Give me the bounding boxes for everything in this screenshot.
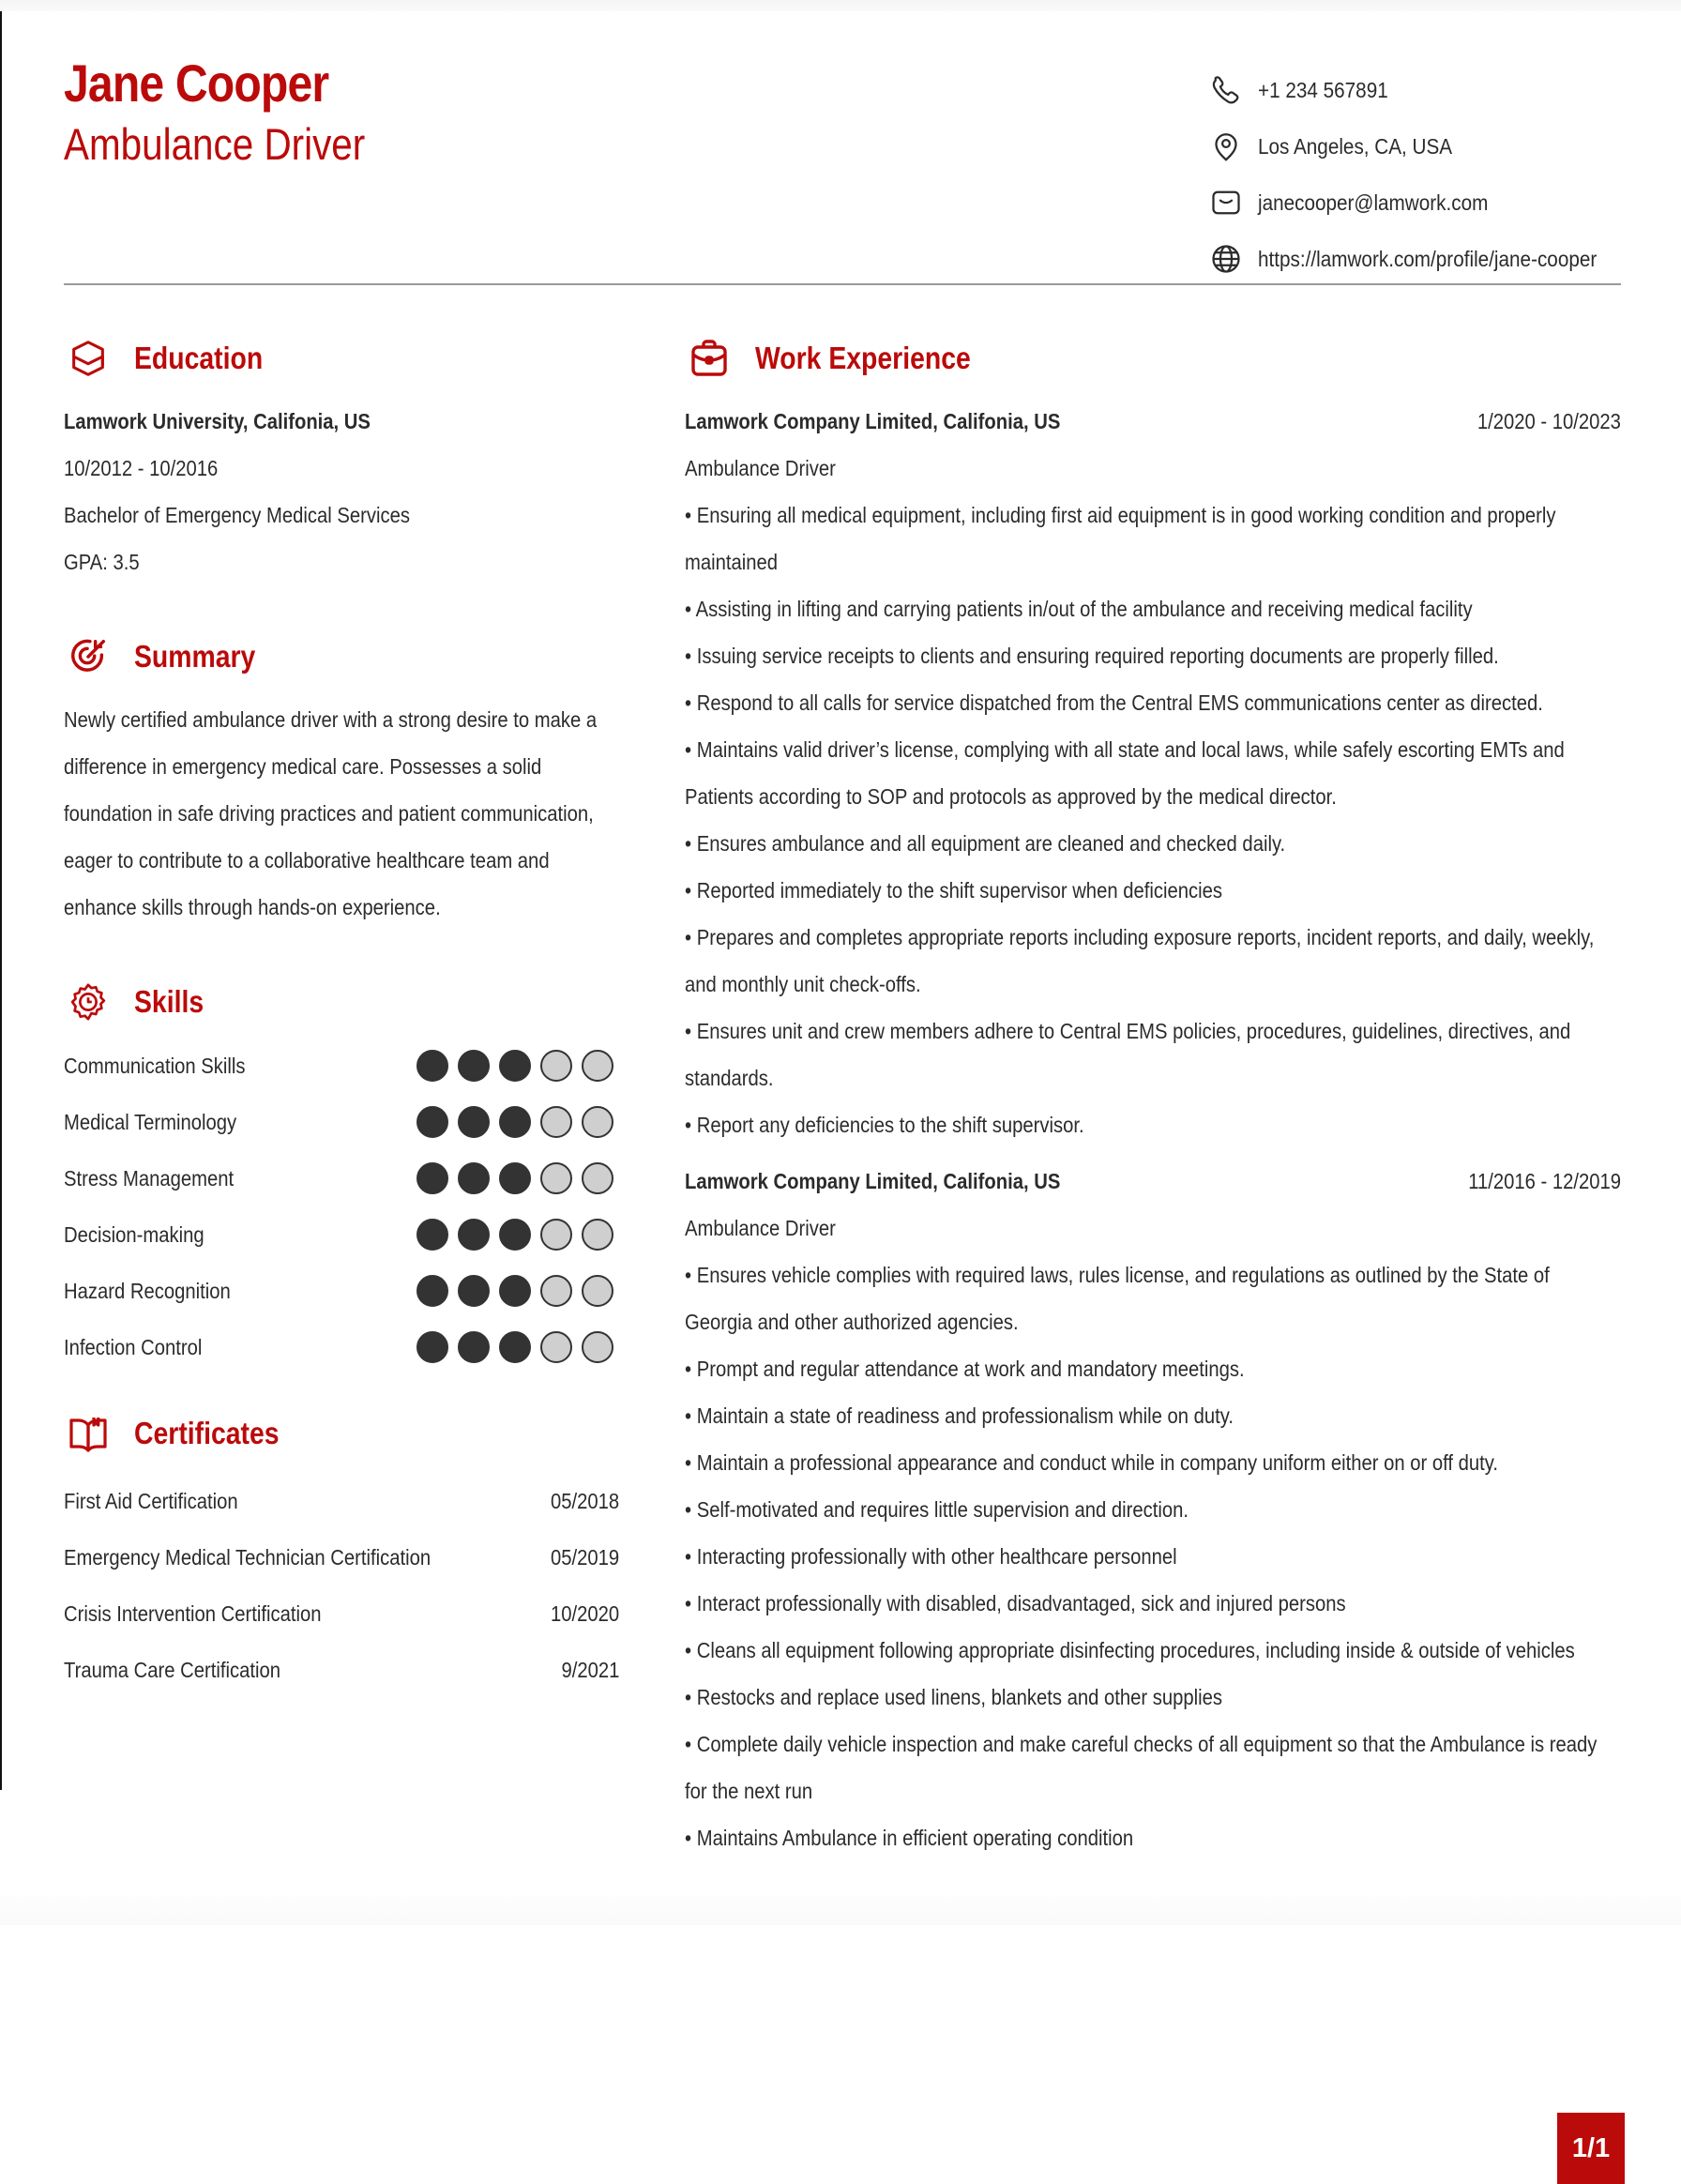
certificate-date: 10/2020 — [550, 1600, 619, 1626]
certificate-date: 05/2018 — [550, 1488, 619, 1513]
education-degree: Bachelor of Emergency Medical Services — [64, 503, 410, 527]
contact-location-text: Los Angeles, CA, USA — [1258, 133, 1453, 159]
certificate-date: 9/2021 — [561, 1657, 619, 1682]
skill-item — [64, 1150, 619, 1206]
job-bullet: • Ensures ambulance and all equipment are cleaned and checked daily. — [685, 831, 1286, 856]
skills-title: Skills — [134, 984, 204, 1019]
skill-rating — [416, 1162, 613, 1194]
job-bullet: • Prepares and completes appropriate reports including exposure reports, incident reports, and daily, weekly, and monthly unit check-offs. — [685, 925, 1595, 996]
rating-dot-filled — [416, 1106, 448, 1138]
header-divider — [64, 283, 1621, 285]
job-bullet: • Complete daily vehicle inspection and make careful checks of all equipment so that the Ambulance is ready for the next run — [685, 1732, 1598, 1803]
contact-location — [1207, 118, 1634, 174]
education-heading — [64, 328, 619, 388]
job-role: Ambulance Driver — [685, 1216, 836, 1240]
briefcase-icon — [685, 334, 734, 383]
rating-dot-empty — [540, 1162, 572, 1194]
rating-dot-filled — [458, 1275, 490, 1307]
job-bullet: • Self-motivated and requires little supervision and direction. — [685, 1497, 1189, 1522]
open-book-icon — [64, 1409, 113, 1458]
job-bullet: • Interact professionally with disabled, disadvantaged, sick and injured persons — [685, 1591, 1346, 1615]
contact-email-text[interactable]: janecooper@lamwork.com — [1258, 190, 1489, 215]
job-entry — [685, 1158, 1621, 1861]
rating-dot-filled — [416, 1050, 448, 1082]
rating-dot-filled — [416, 1219, 448, 1251]
skill-item — [64, 1206, 619, 1263]
rating-dot-empty — [540, 1219, 572, 1251]
summary-heading — [64, 627, 619, 687]
education-title: Education — [134, 341, 264, 375]
education-institution: Lamwork University, Califonia, US — [64, 409, 371, 433]
left-edge-bar — [0, 11, 2, 1790]
skill-rating — [416, 1275, 613, 1307]
rating-dot-empty — [582, 1275, 613, 1307]
rating-dot-filled — [458, 1162, 490, 1194]
skill-rating — [416, 1050, 613, 1082]
certificate-name: Crisis Intervention Certification — [64, 1600, 322, 1626]
contact-phone — [1207, 62, 1634, 118]
certificate-name: Trauma Care Certification — [64, 1657, 280, 1682]
job-bullet: • Ensures vehicle complies with required laws, rules license, and regulations as outlined by the State of Georgia and other authorized agencies. — [685, 1263, 1550, 1334]
skill-item — [64, 1319, 619, 1375]
job-header — [685, 398, 1621, 445]
top-strip — [0, 0, 1681, 11]
rating-dot-empty — [582, 1219, 613, 1251]
certificate-item — [64, 1529, 619, 1585]
rating-dot-filled — [458, 1050, 490, 1082]
work-experience-heading — [685, 328, 1621, 388]
job-dates: 1/2020 - 10/2023 — [1477, 408, 1621, 433]
phone-icon — [1207, 71, 1245, 109]
rating-dot-filled — [416, 1331, 448, 1363]
contact-website[interactable] — [1207, 231, 1634, 287]
rating-dot-empty — [540, 1331, 572, 1363]
skill-rating — [416, 1219, 613, 1251]
mail-icon — [1207, 184, 1245, 221]
rating-dot-filled — [499, 1275, 531, 1307]
rating-dot-filled — [416, 1162, 448, 1194]
job-bullet: • Issuing service receipts to clients and ensuring required reporting documents are properly filled. — [685, 644, 1499, 668]
contact-email[interactable] — [1207, 174, 1634, 231]
globe-icon — [1207, 240, 1245, 278]
certificates-section — [64, 1403, 619, 1698]
rating-dot-empty — [582, 1106, 613, 1138]
summary-section — [64, 627, 619, 931]
rating-dot-filled — [458, 1106, 490, 1138]
skills-list — [64, 1038, 619, 1375]
contact-list — [1207, 62, 1634, 287]
rating-dot-empty — [540, 1050, 572, 1082]
job-bullet: • Ensures unit and crew members adhere to Central EMS policies, procedures, guidelines, directives, and standards. — [685, 1019, 1571, 1090]
job-list — [685, 398, 1621, 1861]
certificates-heading — [64, 1403, 619, 1464]
contact-website-link[interactable]: https://lamwork.com/profile/jane-cooper — [1258, 246, 1598, 271]
gear-clock-icon — [64, 978, 113, 1026]
job-bullet: • Ensuring all medical equipment, including first aid equipment is in good working condition and properly maintained — [685, 503, 1556, 574]
certificates-title: Certificates — [134, 1416, 280, 1450]
skills-section — [64, 972, 619, 1375]
certificate-date: 05/2019 — [550, 1544, 619, 1570]
certificate-name: Emergency Medical Technician Certification — [64, 1544, 432, 1570]
page-bottom-edge — [0, 1897, 1681, 1925]
job-bullet: • Prompt and regular attendance at work and mandatory meetings. — [685, 1357, 1245, 1381]
resume-header — [64, 53, 1621, 285]
rating-dot-filled — [499, 1106, 531, 1138]
job-bullet: • Restocks and replace used linens, blankets and other supplies — [685, 1685, 1223, 1709]
skill-name: Decision-making — [64, 1221, 204, 1247]
rating-dot-empty — [582, 1331, 613, 1363]
skill-name: Medical Terminology — [64, 1109, 237, 1134]
skill-rating — [416, 1106, 613, 1138]
rating-dot-filled — [499, 1331, 531, 1363]
job-bullet: • Maintain a professional appearance and conduct while in company uniform either on or off duty. — [685, 1450, 1499, 1475]
rating-dot-empty — [540, 1106, 572, 1138]
rating-dot-filled — [499, 1162, 531, 1194]
certificate-item — [64, 1473, 619, 1529]
job-bullet: • Respond to all calls for service dispatched from the Central EMS communications center as directed. — [685, 690, 1543, 715]
rating-dot-filled — [458, 1331, 490, 1363]
rating-dot-empty — [582, 1050, 613, 1082]
certificate-item — [64, 1642, 619, 1698]
job-bullet: • Assisting in lifting and carrying patients in/out of the ambulance and receiving medical facility — [685, 597, 1473, 621]
education-gpa: GPA: 3.5 — [64, 550, 140, 574]
job-company: Lamwork Company Limited, Califonia, US — [685, 408, 1061, 433]
job-bullet: • Maintains valid driver’s license, complying with all state and local laws, while safely escorting EMTs and Patients according to SOP and protocols as approved by the medical director. — [685, 737, 1565, 809]
rating-dot-filled — [499, 1219, 531, 1251]
summary-text: Newly certified ambulance driver with a strong desire to make a difference in emergency medical care. Possesses a solid foundation in safe driving practices and patient communication, eager to contribute to a collaborative healthcare team and enhance skills through hands-on experience. — [64, 707, 598, 919]
location-pin-icon — [1207, 128, 1245, 165]
skills-heading — [64, 972, 619, 1032]
graduation-cap-icon — [64, 334, 113, 383]
certificate-name: First Aid Certification — [64, 1488, 238, 1513]
skill-name: Communication Skills — [64, 1053, 246, 1078]
job-entry — [685, 398, 1621, 1148]
job-bullet: • Maintain a state of readiness and professionalism while on duty. — [685, 1403, 1234, 1428]
skill-item — [64, 1263, 619, 1319]
skill-item — [64, 1094, 619, 1150]
candidate-title: Ambulance Driver — [64, 119, 366, 169]
page-indicator-badge: 1/1 — [1557, 2113, 1625, 2184]
rating-dot-filled — [458, 1219, 490, 1251]
certificates-list — [64, 1473, 619, 1698]
skill-rating — [416, 1331, 613, 1363]
education-dates: 10/2012 - 10/2016 — [64, 456, 219, 480]
job-header — [685, 1158, 1621, 1205]
education-section — [64, 328, 619, 585]
skill-name: Stress Management — [64, 1165, 235, 1191]
job-bullet: • Reported immediately to the shift supervisor when deficiencies — [685, 878, 1222, 902]
job-bullet: • Maintains Ambulance in efficient operating condition — [685, 1826, 1134, 1850]
rating-dot-filled — [499, 1050, 531, 1082]
job-company: Lamwork Company Limited, Califonia, US — [685, 1168, 1061, 1193]
left-column — [64, 328, 619, 1698]
rating-dot-filled — [416, 1275, 448, 1307]
contact-phone-text: +1 234 567891 — [1258, 77, 1388, 102]
job-role: Ambulance Driver — [685, 456, 836, 480]
job-bullet: • Interacting professionally with other healthcare personnel — [685, 1544, 1177, 1569]
job-dates: 11/2016 - 12/2019 — [1468, 1168, 1621, 1193]
skill-name: Hazard Recognition — [64, 1278, 231, 1303]
target-icon — [64, 632, 113, 681]
skill-name: Infection Control — [64, 1334, 203, 1359]
job-bullet: • Cleans all equipment following appropriate disinfecting procedures, including inside & outside of vehicles — [685, 1638, 1575, 1662]
candidate-name: Jane Cooper — [64, 53, 329, 113]
rating-dot-empty — [540, 1275, 572, 1307]
skill-item — [64, 1038, 619, 1094]
right-column — [685, 328, 1621, 1861]
work-experience-title: Work Experience — [755, 341, 971, 375]
job-bullet: • Report any deficiencies to the shift supervisor. — [685, 1113, 1084, 1137]
summary-title: Summary — [134, 639, 256, 674]
certificate-item — [64, 1585, 619, 1642]
rating-dot-empty — [582, 1162, 613, 1194]
